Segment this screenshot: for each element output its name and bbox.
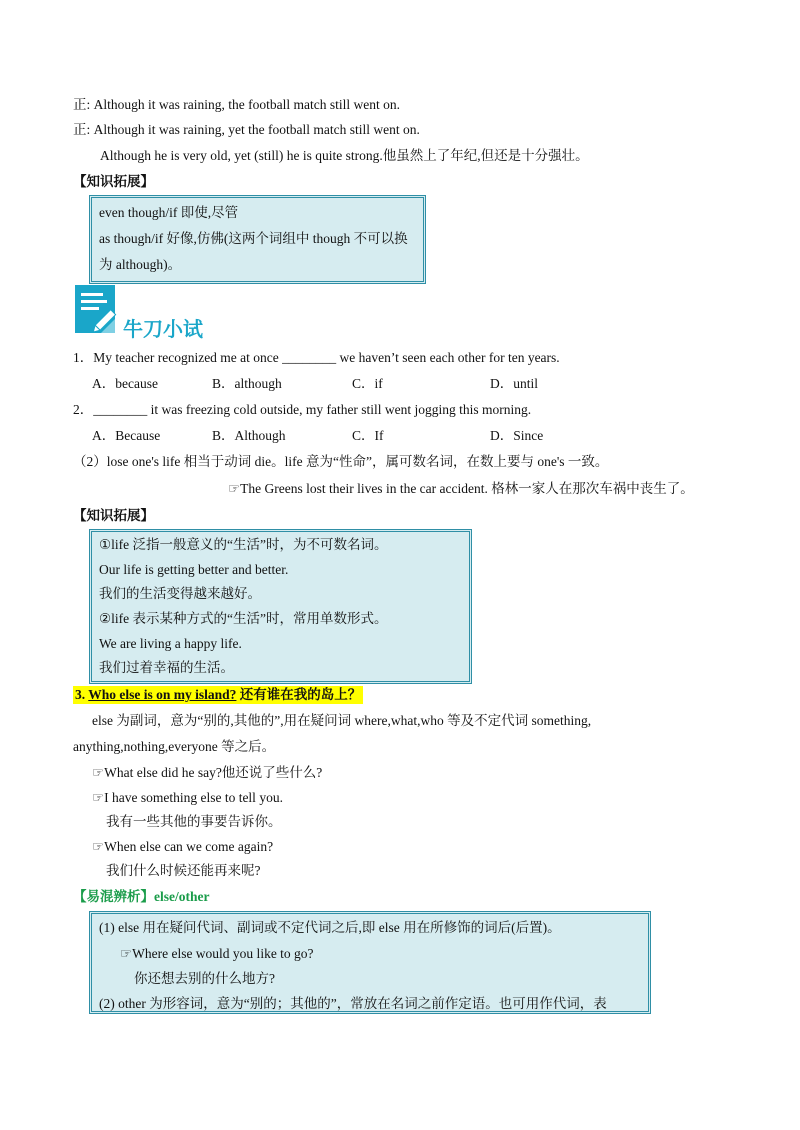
- ext1-box: [89, 195, 426, 284]
- life-note: （2）lose one's life 相当于动词 die。life 意为“性命”，属可数名词，在数上要与 one's 一致。: [73, 454, 609, 469]
- ext2-line-2: Our life is getting better and better.: [99, 562, 289, 577]
- ext2-line-1: ①life 泛指一般意义的“生活”时，为不可数名词。: [99, 537, 388, 552]
- confuse-label: 【易混辨析】else/other: [73, 889, 210, 904]
- note-pencil-icon: [75, 285, 121, 337]
- q1-stem: 1．My teacher recognized me at once ________ we haven’t seen each other for ten years.: [73, 350, 560, 365]
- q1-option-c: C．if: [352, 376, 383, 391]
- q2-option-c: C．If: [352, 428, 384, 443]
- life-example: ☞The Greens lost their lives in the car accident. 格林一家人在那次车祸中丧生了。: [228, 481, 694, 496]
- ext1-label: 【知识拓展】: [73, 174, 154, 189]
- section3-heading: [73, 686, 363, 704]
- confuse-line-3: 你还想去别的什么地方?: [134, 971, 275, 986]
- section3-example-5: 我们什么时候还能再来呢?: [106, 863, 261, 878]
- q2-option-d: D．Since: [490, 428, 544, 443]
- intro-line-3: Although he is very old, yet (still) he is quite strong.他虽然上了年纪,但还是十分强壮。: [100, 148, 589, 163]
- ext2-label: 【知识拓展】: [73, 508, 154, 523]
- ext2-line-3: 我们的生活变得越来越好。: [99, 586, 261, 601]
- ext2-line-6: 我们过着幸福的生活。: [99, 660, 234, 675]
- ext1-line-2: as though/if 好像,仿佛(这两个词组中 though 不可以换: [99, 231, 408, 246]
- ext1-line-1: even though/if 即使,尽管: [99, 205, 239, 220]
- section3-title-cn: 还有谁在我的岛上？: [239, 687, 362, 702]
- confuse-line-2: ☞Where else would you like to go?: [120, 946, 314, 961]
- section3-number: 3.: [75, 687, 86, 702]
- section3-example-1: ☞What else did he say?他还说了些什么?: [92, 765, 323, 780]
- intro-line-2: 正: Although it was raining, yet the football match still went on.: [73, 122, 420, 137]
- confuse-line-1: (1) else 用在疑问代词、副词或不定代词之后,即 else 用在所修饰的词后(后置)。: [99, 920, 561, 935]
- q2-option-b: B．Although: [212, 428, 286, 443]
- q2-option-a: A．Because: [92, 428, 161, 443]
- ext2-line-4: ②life 表示某种方式的“生活”时，常用单数形式。: [99, 611, 388, 626]
- section3-desc-1: else 为副词，意为“别的,其他的”,用在疑问词 where,what,who 等及不定代词 something,: [92, 713, 592, 728]
- practice-title: 牛刀小试: [123, 317, 203, 341]
- section3-example-3: 我有一些其他的事要告诉你。: [106, 814, 282, 829]
- q1-option-a: A．because: [92, 376, 158, 391]
- ext1-line-3: 为 although)。: [99, 257, 182, 272]
- q1-option-d: D．until: [490, 376, 539, 391]
- confuse-line-4: (2) other 为形容词，意为“别的；其他的”，常放在名词之前作定语。也可用作代词，表: [99, 996, 607, 1011]
- confuse-box: [89, 911, 651, 1014]
- section3-example-2: ☞I have something else to tell you.: [92, 790, 283, 805]
- ext2-box: [89, 529, 472, 684]
- section3-title-en: Who else is on my island?: [88, 687, 237, 702]
- q2-stem: 2．________ it was freezing cold outside, my father still went jogging this morning.: [73, 402, 532, 417]
- section3-desc-2: anything,nothing,everyone 等之后。: [73, 739, 276, 754]
- ext2-line-5: We are living a happy life.: [99, 636, 242, 651]
- q1-option-b: B．although: [212, 376, 282, 391]
- section3-example-4: ☞When else can we come again?: [92, 839, 274, 854]
- intro-line-1: 正: Although it was raining, the football match still went on.: [73, 97, 400, 112]
